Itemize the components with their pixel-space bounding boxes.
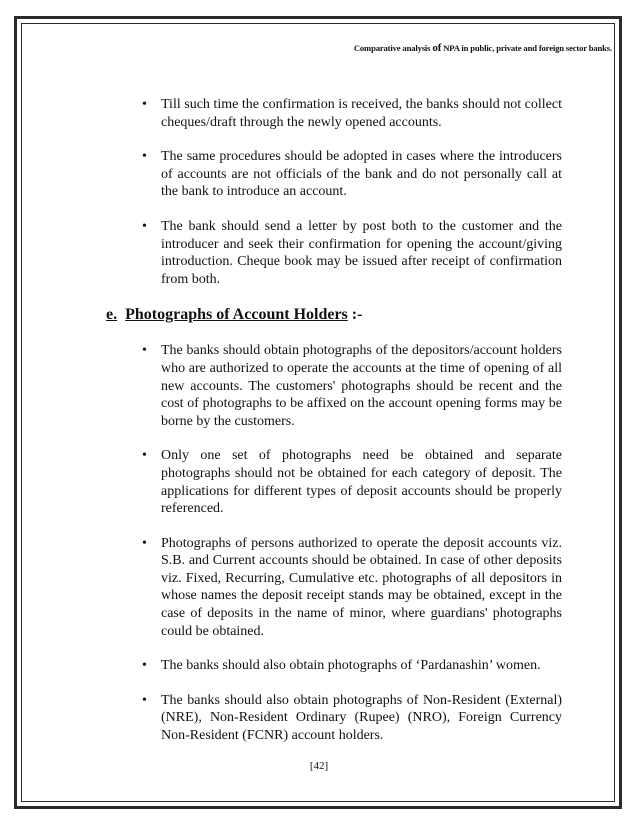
list-item-text: The banks should obtain photographs of the depositors/account holders who are authorized to operate the accounts at the time of opening of all new accounts. The customers' photographs should be recent and the cost of photographs to be affixed on the account opening forms may be borne by the customers.	[161, 343, 562, 429]
bullet-icon: •	[142, 692, 147, 708]
header-of: of	[432, 42, 442, 54]
list-item-text: Till such time the confirmation is received, the banks should not collect cheques/draft through the newly opened accounts.	[161, 97, 562, 130]
list-item	[134, 657, 562, 675]
list-item-text: Only one set of photographs need be obtained and separate photographs should not be obtained for each category of deposit. The applications for different types of deposit accounts should be properly referenced.	[161, 448, 562, 517]
bullet-list-top	[106, 96, 562, 288]
list-item	[134, 218, 562, 288]
list-item	[134, 148, 562, 201]
header-prefix: Comparative analysis	[353, 43, 433, 53]
section-letter: e.	[106, 306, 118, 324]
bullet-icon: •	[142, 97, 147, 112]
bullet-icon: •	[142, 149, 147, 165]
bullet-icon: •	[142, 535, 147, 551]
section-title: Photographs of Account Holders	[125, 306, 348, 324]
list-item	[134, 535, 562, 641]
page-content	[106, 96, 562, 762]
list-item	[134, 96, 562, 131]
section-heading	[106, 305, 562, 325]
bullet-icon: •	[142, 448, 147, 464]
bullet-icon: •	[142, 218, 147, 234]
list-item	[134, 342, 562, 430]
list-item	[134, 692, 562, 745]
running-header	[354, 42, 612, 54]
bullet-icon: •	[142, 658, 147, 674]
list-item-text: Photographs of persons authorized to operate the deposit accounts viz. S.B. and Current accounts should be obtained. In case of other deposits viz. Fixed, Recurring, Cumulative etc. photographs of all depositors in whose names the deposit receipt stands may be obtained, except in the case of deposits in the name of minor, where guardians' photographs could be obtained.	[161, 535, 562, 639]
bullet-icon: •	[142, 343, 147, 359]
bullet-list-section	[106, 342, 562, 744]
list-item-text: The banks should also obtain photographs of ‘Pardanashin’ women.	[161, 658, 541, 674]
list-item-text: The bank should send a letter by post both to the customer and the introducer and seek their confirmation for opening the account/giving introduction. Cheque book may be issued after receipt of confirmation from both.	[161, 218, 562, 287]
header-suffix: NPA in public, private and foreign sector banks.	[441, 43, 612, 53]
list-item	[134, 447, 562, 517]
list-item-text: The same procedures should be adopted in cases where the introducers of accounts are not officials of the bank and do not personally call at the bank to introduce an account.	[161, 149, 562, 200]
section-suffix: :-	[347, 306, 363, 324]
list-item-text: The banks should also obtain photographs of Non-Resident (External) (NRE), Non-Resident Ordinary (Rupee) (NRO), Foreign Currency Non-Resident (FCNR) account holders.	[161, 692, 562, 744]
page-number: [42]	[309, 760, 329, 772]
